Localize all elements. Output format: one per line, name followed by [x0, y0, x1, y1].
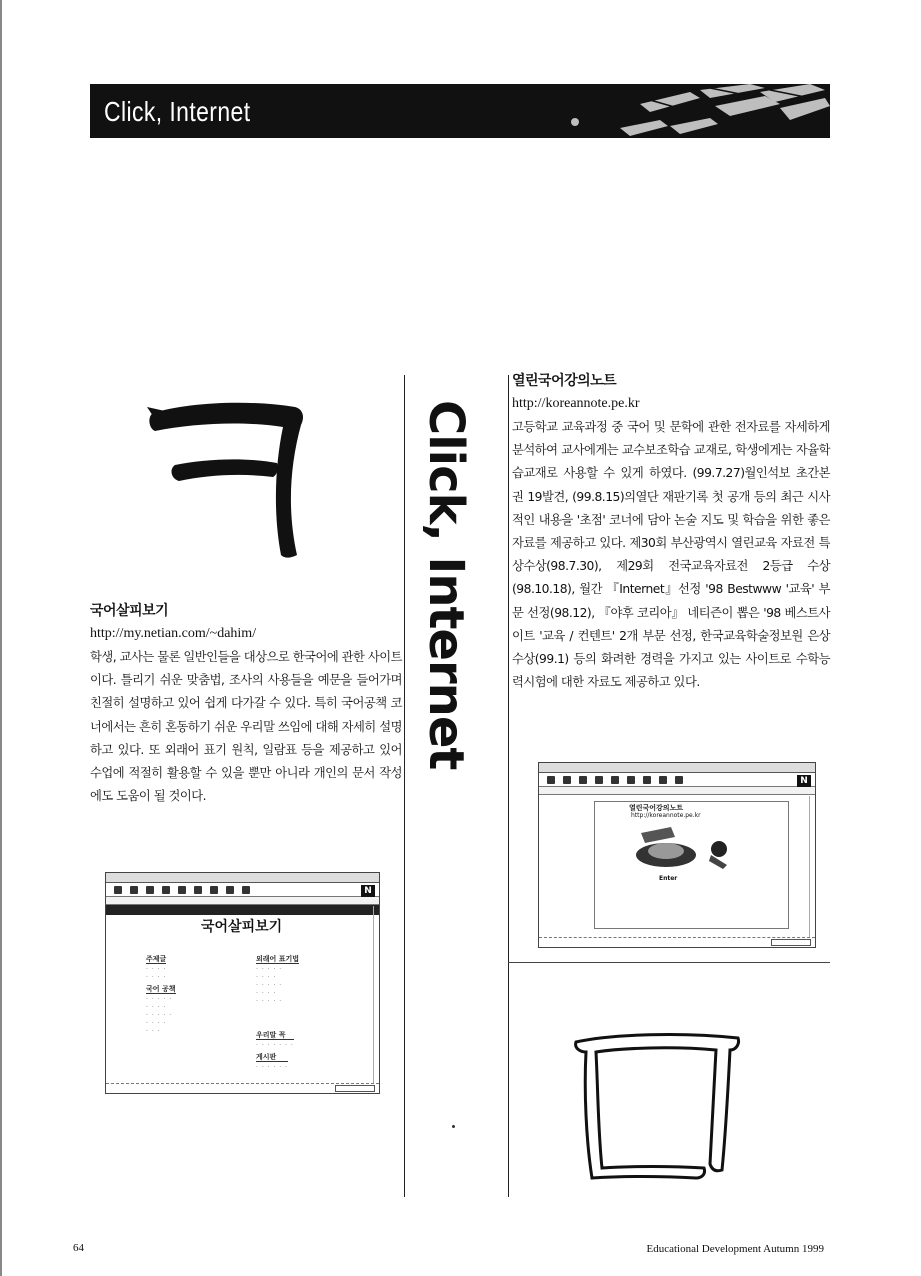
site-menu-label: 외래어 표기법: [256, 955, 300, 963]
stop-icon: [675, 776, 683, 784]
print-icon: [643, 776, 651, 784]
security-icon: [659, 776, 667, 784]
guide-icon: [627, 776, 635, 784]
print-icon: [210, 886, 218, 894]
browser-statusbar: [106, 1083, 379, 1093]
security-icon: [226, 886, 234, 894]
vertical-title-text: Click, Internet: [418, 400, 474, 770]
forward-icon: [563, 776, 571, 784]
column-divider-left: [404, 375, 405, 1197]
reload-icon: [579, 776, 587, 784]
site-illustration: [631, 825, 741, 873]
search-icon: [611, 776, 619, 784]
site-menu-5: [256, 1053, 288, 1072]
browser-scrollbar: [373, 906, 379, 1083]
search-icon: [178, 886, 186, 894]
browser-address-bar: [539, 787, 815, 795]
home-icon: [162, 886, 170, 894]
stop-icon: [242, 886, 250, 894]
print-speck: [452, 1125, 455, 1128]
page-number: 64: [73, 1242, 84, 1254]
site-nav-bar: [106, 905, 379, 915]
magazine-name: Educational Development Autumn 1999: [646, 1243, 824, 1255]
header-banner: [90, 84, 830, 138]
site-menu-4: [256, 1031, 294, 1050]
netscape-logo-icon: N: [797, 775, 811, 787]
article-body: 고등학교 교육과정 중 국어 및 문학에 관한 전자료를 자세하게 분석하여 교사에게는 교수보조학습 교재로, 학생에게는 자율학습교재로 사용할 수 있게 하였다. (99.7.27)월인석보 초간본 권 19발견, (99.8.15)의열단 재판기록 첫 공개 등의 최근 시사적인 내용을 '초점' 코너에 담아 논술 지도 및 학습을 위한 좋은 자료를 제공하고 있다. 제30회 부산광역시 열린교육 자료전 특상수상(98.7.30), 제29회 전국교육자료전 2등급 수상(98.10.18), 월간 『Internet』선정 '98 Bestwww '교육' 부문 선정(98.12), 『야후 코리아』 네티즌이 뽑은 '98 베스트사이트 '교육 / 컨텐트' 2개 부문 선정, 한국교육학술정보원 은상 수상(99.1) 등의 화려한 경력을 가지고 있는 사이트로 수학능력시험에 대한 자료도 제공하고 있다.: [512, 420, 830, 690]
browser-toolbar: [106, 883, 379, 897]
browser-address-bar: [106, 897, 379, 905]
column-divider-right: [508, 375, 509, 1197]
site-menu-2: [146, 985, 176, 1036]
site-menu-label: 주제글: [146, 955, 167, 963]
banner-title: Click, Internet: [104, 96, 251, 127]
site-menu-label: 우리말 꼭: [256, 1031, 294, 1040]
section-divider: [508, 962, 830, 963]
menu-dots: · · · · · · ·: [256, 1042, 294, 1049]
back-icon: [114, 886, 122, 894]
brush-character-frame: [572, 1030, 742, 1180]
reload-icon: [146, 886, 154, 894]
page-edge-line: [0, 0, 2, 1276]
article-korean-check: [90, 600, 402, 808]
browser-toolbar: [539, 773, 815, 787]
article-url[interactable]: http://my.netian.com/~dahim/: [90, 626, 257, 641]
browser-titlebar: [539, 763, 815, 773]
site-content: [106, 915, 379, 1071]
site-title: 열린국어강의노트: [629, 804, 684, 812]
site-menu-label: 국어 공책: [146, 985, 176, 993]
netscape-logo-icon: N: [361, 885, 375, 897]
article-heading: 국어살피보기: [90, 603, 169, 619]
brush-character-k: [145, 395, 315, 565]
site-url: http://koreannote.pe.kr: [631, 812, 701, 819]
menu-dots: · · · · · · · · · · · · · · · · · · · · · · ·: [256, 966, 283, 1005]
menu-dots: · · · · · · · ·: [146, 966, 167, 981]
site-enter-button[interactable]: Enter: [659, 875, 678, 882]
website-screenshot-left: [105, 872, 380, 1094]
site-menu-3: [256, 955, 299, 1006]
site-menu-label: 게시판: [256, 1053, 288, 1062]
menu-dots: · · · · · ·: [256, 1064, 288, 1071]
article-korean-lecture-notes: [512, 370, 830, 694]
guide-icon: [194, 886, 202, 894]
keyboard-photo-decoration: [550, 84, 830, 138]
article-heading: 열린국어강의노트: [512, 373, 617, 389]
website-screenshot-right: [538, 762, 816, 948]
vertical-title: [418, 400, 478, 770]
site-title: 국어살피보기: [201, 919, 283, 935]
browser-scrollbar: [809, 796, 815, 937]
browser-statusbar: [539, 937, 815, 947]
forward-icon: [130, 886, 138, 894]
article-url[interactable]: http://koreannote.pe.kr: [512, 396, 640, 411]
back-icon: [547, 776, 555, 784]
browser-titlebar: [106, 873, 379, 883]
menu-dots: · · · · · · · · · · · · · · · · · · · · ·: [146, 996, 173, 1035]
site-menu-1: [146, 955, 166, 982]
article-body: 학생, 교사는 물론 일반인들을 대상으로 한국어에 관한 사이트이다. 틀리기 쉬운 맞춤법, 조사의 사용들을 예문을 들어가며 친절히 설명하고 있어 쉽게 다가갈 수 있다. 특히 국어공책 코너에서는 흔히 혼동하기 쉬운 우리말 쓰임에 대해 자세히 설명하고 있다. 또 외래어 표기 원칙, 일람표 등을 제공하고 있어 수업에 적절히 활용할 수 있을 뿐만 아니라 개인의 문서 작성에도 도움이 될 것이다.: [90, 650, 402, 804]
home-icon: [595, 776, 603, 784]
